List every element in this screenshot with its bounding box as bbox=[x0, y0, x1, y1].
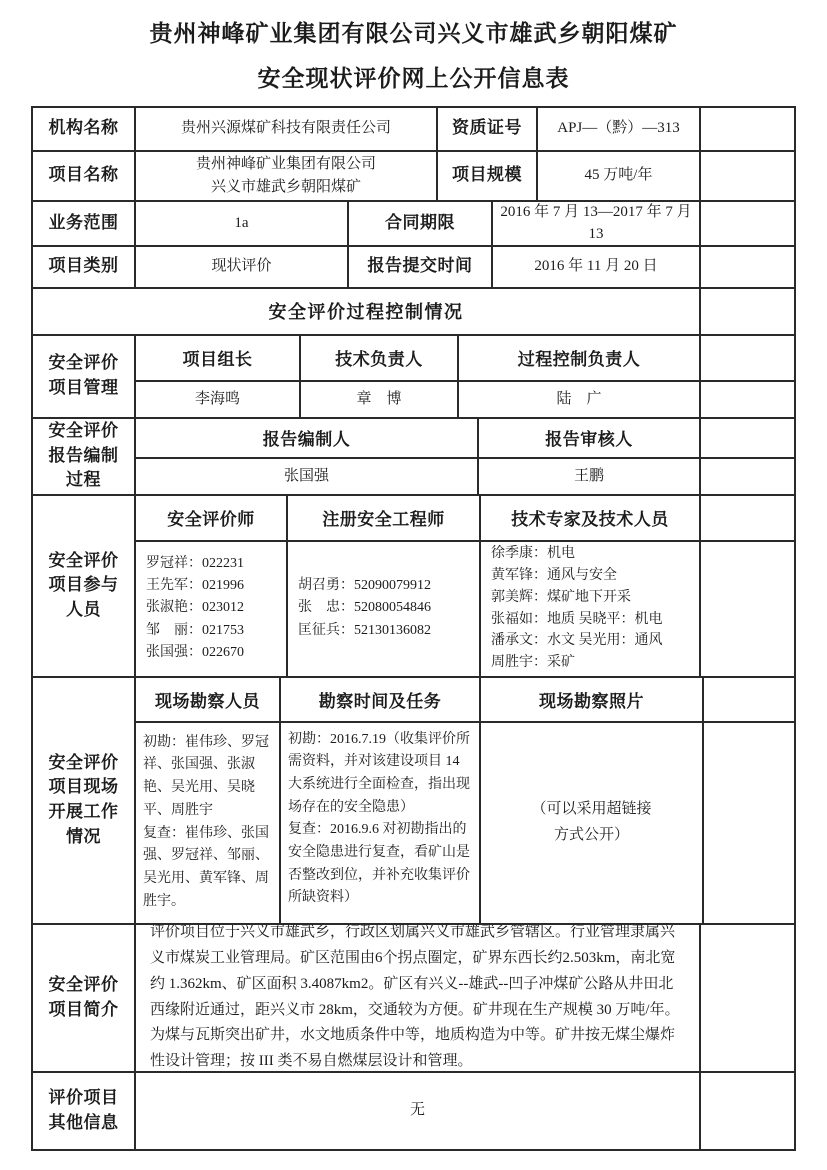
site-photo-note: （可以采用超链接方式公开） bbox=[531, 801, 652, 843]
site-col-tasks: 勘察时间及任务 bbox=[281, 678, 481, 723]
blank-cell bbox=[701, 202, 794, 247]
list-item: 张国强：022670 bbox=[146, 645, 244, 661]
management-col-tech: 技术负责人 bbox=[301, 336, 459, 382]
site-col-personnel: 现场勘察人员 bbox=[136, 678, 281, 723]
management-col-process: 过程控制负责人 bbox=[459, 336, 701, 382]
section-other-info bbox=[33, 1073, 794, 1149]
report-submit-label: 报告提交时间 bbox=[349, 247, 493, 287]
management-col-leader: 项目组长 bbox=[136, 336, 301, 382]
project-name-label: 项目名称 bbox=[33, 152, 136, 200]
list-item: 黄军锋：通风与安全 bbox=[491, 568, 617, 584]
list-item: 周胜宇：采矿 bbox=[491, 654, 575, 670]
contract-period-label: 合同期限 bbox=[349, 202, 493, 247]
summary-label: 安全评价项目简介 bbox=[33, 925, 136, 1071]
section-summary bbox=[33, 925, 794, 1073]
section-basic-1 bbox=[33, 108, 794, 202]
blank-cell bbox=[701, 459, 794, 494]
section-basic-2 bbox=[33, 202, 794, 289]
project-name-line1: 贵州神峰矿业集团有限公司 bbox=[195, 156, 376, 172]
project-name-value bbox=[136, 152, 438, 200]
blank-cell bbox=[701, 247, 794, 287]
blank-cell bbox=[701, 1073, 794, 1149]
business-scope-value: 1a bbox=[136, 202, 349, 247]
section-site-work bbox=[33, 678, 794, 925]
list-item: 匡征兵：52130136082 bbox=[298, 622, 431, 638]
project-scale-label: 项目规模 bbox=[438, 152, 538, 200]
report-submit-value: 2016 年 11 月 20 日 bbox=[493, 247, 701, 287]
site-photos-cell bbox=[481, 723, 704, 923]
site-tasks-cell bbox=[281, 723, 481, 923]
blank-cell bbox=[701, 152, 794, 200]
blank-cell bbox=[701, 108, 794, 152]
other-info-value: 无 bbox=[136, 1073, 701, 1149]
blank-cell bbox=[704, 678, 794, 723]
list-item: 张福如：地质 吴晓平：机电 bbox=[491, 611, 663, 627]
list-item: 邹 丽：021753 bbox=[146, 622, 244, 638]
blank-cell bbox=[701, 382, 794, 417]
list-item: 张淑艳：023012 bbox=[146, 600, 244, 616]
project-category-label: 项目类别 bbox=[33, 247, 136, 287]
list-item: 胡召勇：52090079912 bbox=[298, 577, 431, 593]
site-work-label: 安全评价项目现场开展工作情况 bbox=[33, 678, 136, 923]
report-author-value: 张国强 bbox=[136, 459, 479, 494]
site-personnel-cell bbox=[136, 723, 281, 923]
project-scale-value: 45 万吨/年 bbox=[538, 152, 701, 200]
management-leader-value: 李海鸣 bbox=[136, 382, 301, 417]
blank-cell bbox=[701, 542, 794, 676]
blank-cell bbox=[701, 419, 794, 459]
section-process-banner bbox=[33, 289, 794, 336]
list-item: 张 忠：52080054846 bbox=[298, 600, 431, 616]
management-label: 安全评价项目管理 bbox=[33, 336, 136, 417]
list-item: 罗冠祥：022231 bbox=[146, 555, 244, 571]
participants-label: 安全评价项目参与人员 bbox=[33, 496, 136, 676]
management-tech-value: 章 博 bbox=[301, 382, 459, 417]
blank-cell bbox=[701, 925, 794, 1071]
section-report bbox=[33, 419, 794, 496]
list-item: 郭美辉：煤矿地下开采 bbox=[491, 589, 631, 605]
summary-text: 评价项目位于兴义市雄武乡，行政区划属兴义市雄武乡管辖区。行业管理隶属兴义市煤炭工业管理局。矿区范围由6个拐点圈定，矿界东西长约2.503km，南北宽约 1.362km、矿区面积 3.4087km2。矿区有兴义--雄武--凹子冲煤矿公路从井田北西缘附近通过，距兴义市 28km，交通较为方便。矿井现在生产规模 30 万吨/年。为煤与瓦斯突出矿井，水文地质条件中等，地质构造为中等。矿井按无煤尘爆炸性设计管理；按 III 类不易自燃煤层设计和管理。 bbox=[136, 925, 701, 1071]
process-control-title: 安全评价过程控制情况 bbox=[33, 289, 701, 334]
blank-cell bbox=[701, 289, 794, 334]
report-col-reviewer: 报告审核人 bbox=[479, 419, 701, 459]
section-participants bbox=[33, 496, 794, 678]
blank-cell bbox=[704, 723, 794, 923]
cert-no-value: APJ—（黔）—313 bbox=[538, 108, 701, 152]
engineers-list bbox=[288, 542, 481, 676]
document-title-line2: 安全现状评价网上公开信息表 bbox=[257, 65, 570, 91]
business-scope-label: 业务范围 bbox=[33, 202, 136, 247]
list-item: 王先军：021996 bbox=[146, 577, 244, 593]
org-name-value: 贵州兴源煤矿科技有限责任公司 bbox=[136, 108, 438, 152]
report-col-author: 报告编制人 bbox=[136, 419, 479, 459]
evaluators-list bbox=[136, 542, 288, 676]
list-item: 潘承文：水文 吴光用：通风 bbox=[491, 633, 663, 649]
other-info-label: 评价项目其他信息 bbox=[33, 1073, 136, 1149]
info-table bbox=[31, 106, 796, 1151]
blank-cell bbox=[701, 496, 794, 542]
blank-cell bbox=[701, 336, 794, 382]
report-reviewer-value: 王鹏 bbox=[479, 459, 701, 494]
experts-list bbox=[481, 542, 701, 676]
project-category-value: 现状评价 bbox=[136, 247, 349, 287]
document-title-line1: 贵州神峰矿业集团有限公司兴义市雄武乡朝阳煤矿 bbox=[149, 21, 678, 46]
list-item: 徐季康：机电 bbox=[491, 546, 575, 562]
participants-col-engineers: 注册安全工程师 bbox=[288, 496, 481, 542]
participants-col-evaluators: 安全评价师 bbox=[136, 496, 288, 542]
org-name-label: 机构名称 bbox=[33, 108, 136, 152]
section-management bbox=[33, 336, 794, 419]
management-process-value: 陆 广 bbox=[459, 382, 701, 417]
participants-col-experts: 技术专家及技术人员 bbox=[481, 496, 701, 542]
site-col-photos: 现场勘察照片 bbox=[481, 678, 704, 723]
report-label: 安全评价报告编制过程 bbox=[33, 419, 136, 494]
cert-no-label: 资质证号 bbox=[438, 108, 538, 152]
contract-period-value: 2016 年 7 月 13—2017 年 7 月 13 bbox=[493, 202, 701, 247]
site-personnel-initial: 初勘：崔伟珍、罗冠祥、张国强、张淑艳、吴光用、吴晓平、周胜宇 bbox=[143, 734, 269, 818]
site-task-initial: 初勘：2016.7.19（收集评价所需资料，并对该建设项目 14 大系统进行全面检查，指出现场存在的安全隐患） bbox=[288, 731, 470, 815]
site-personnel-review: 复查：崔伟珍、张国强、罗冠祥、邹丽、吴光用、黄军锋、周胜宇。 bbox=[143, 825, 269, 909]
project-name-line2: 兴义市雄武乡朝阳煤矿 bbox=[210, 178, 361, 195]
site-task-review: 复查：2016.9.6 对初勘指出的安全隐患进行复查，看矿山是否整改到位，并补充收集评价所缺资料） bbox=[288, 822, 470, 906]
